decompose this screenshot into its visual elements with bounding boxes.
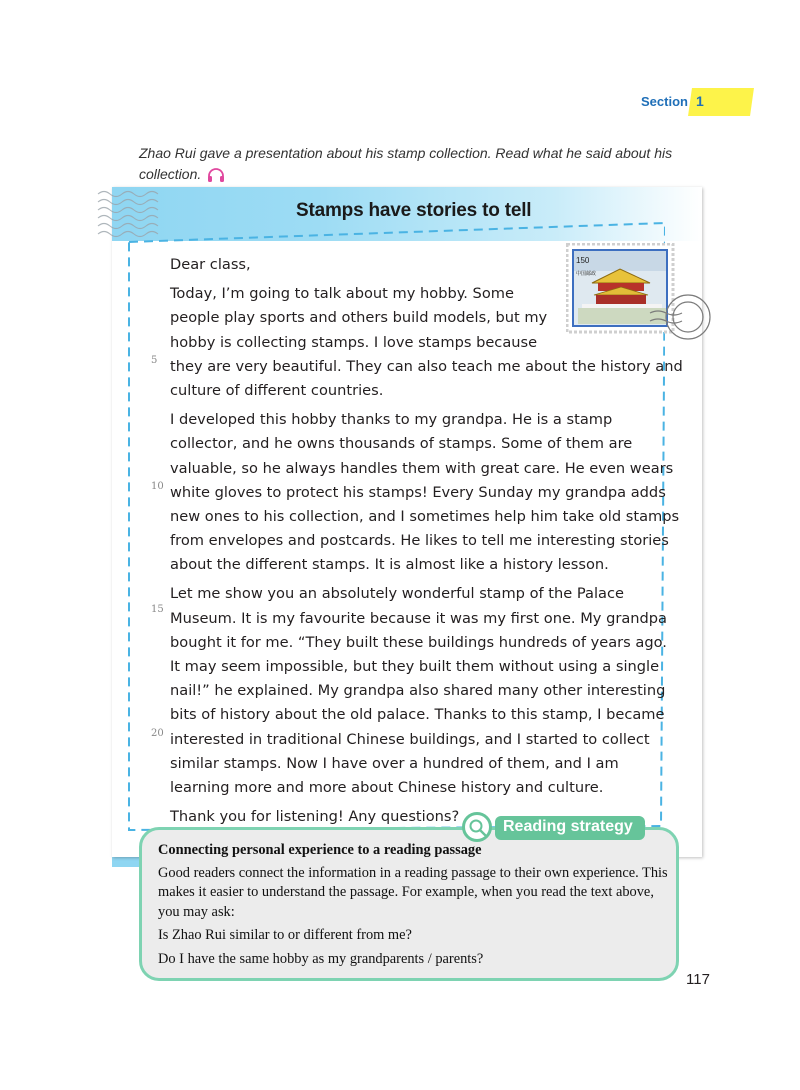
text-line: interested in traditional Chinese buildings, and I started to collect	[170, 730, 650, 748]
magnifier-icon	[465, 815, 489, 839]
text-line: hobby is collecting stamps. I love stamps because	[170, 333, 538, 351]
text-line: new ones to his collection, and I sometimes help him take old stamps	[170, 507, 680, 525]
text-line: bits of history about the old palace. Thanks to this stamp, I became	[170, 706, 665, 724]
line-number: 10	[151, 481, 164, 492]
text-line: I developed this hobby thanks to my grandpa. He is a stamp	[170, 411, 613, 429]
text-line: Today, I’m going to talk about my hobby. Some	[170, 285, 514, 303]
stamp-caption: 中国邮政	[576, 271, 597, 277]
page-number: 117	[686, 971, 710, 988]
reading-strategy-text	[158, 841, 673, 969]
section-number: 1	[696, 93, 704, 109]
intro-text: Zhao Rui gave a presentation about his stamp collection. Read what he said about his collection.	[139, 145, 673, 182]
text-line: It may seem impossible, but they built them without using a single	[170, 658, 660, 675]
text-line: from envelopes and postcards. He likes to tell me interesting stories	[170, 532, 669, 550]
text-line: they are very beautiful. They can also teach me about the history and	[170, 357, 683, 375]
strategy-question: Is Zhao Rui similar to or different from me?	[158, 927, 412, 943]
reading-passage	[170, 248, 683, 834]
text-line: Museum. It is my favourite because it was my first one. My grandpa	[170, 609, 667, 627]
reading-strategy-label: Reading strategy	[503, 818, 633, 835]
text-line: similar stamps. Now I have over a hundred of them, and I am	[170, 754, 619, 772]
text-line: Dear class,	[170, 256, 251, 273]
text-line: people play sports and others build models, but my	[170, 309, 548, 327]
intro-instruction	[139, 143, 679, 188]
text-line: white gloves to protect his stamps! Every Sunday my grandpa adds	[170, 483, 666, 501]
text-line: nail!” he explained. My grandpa also shared many other interesting	[170, 682, 666, 700]
reading-title: Stamps have stories to tell	[296, 200, 532, 221]
text-line: valuable, so he always handles them with great care. He even wears	[170, 459, 674, 477]
strategy-heading: Connecting personal experience to a reading passage	[158, 842, 482, 858]
text-line: learning more and more about Chinese history and culture.	[170, 778, 604, 796]
text-line: Thank you for listening! Any questions?	[170, 808, 460, 826]
text-line: culture of different countries.	[170, 381, 384, 399]
strategy-body: Good readers connect the information in a reading passage to their own experience. This makes it easier to understand the passage. For example, when you read the text above, you may ask:	[158, 864, 668, 920]
section-label: Section	[641, 94, 688, 109]
strategy-badge	[462, 812, 492, 842]
text-line: Let me show you an absolutely wonderful stamp of the Palace	[170, 585, 624, 603]
line-number: 15	[151, 604, 164, 615]
line-number: 20	[151, 728, 164, 739]
text-line: about the different stamps. It is almost like a history lesson.	[170, 556, 609, 574]
text-line: bought it for me. “They built these buildings hundreds of years ago.	[170, 633, 667, 651]
text-line: collector, and he owns thousands of stamps. Some of them are	[170, 435, 633, 453]
headphones-icon[interactable]	[207, 167, 225, 188]
stamp-value: 150	[576, 256, 590, 265]
line-number: 5	[151, 355, 158, 366]
strategy-question: Do I have the same hobby as my grandparents / parents?	[158, 950, 484, 967]
